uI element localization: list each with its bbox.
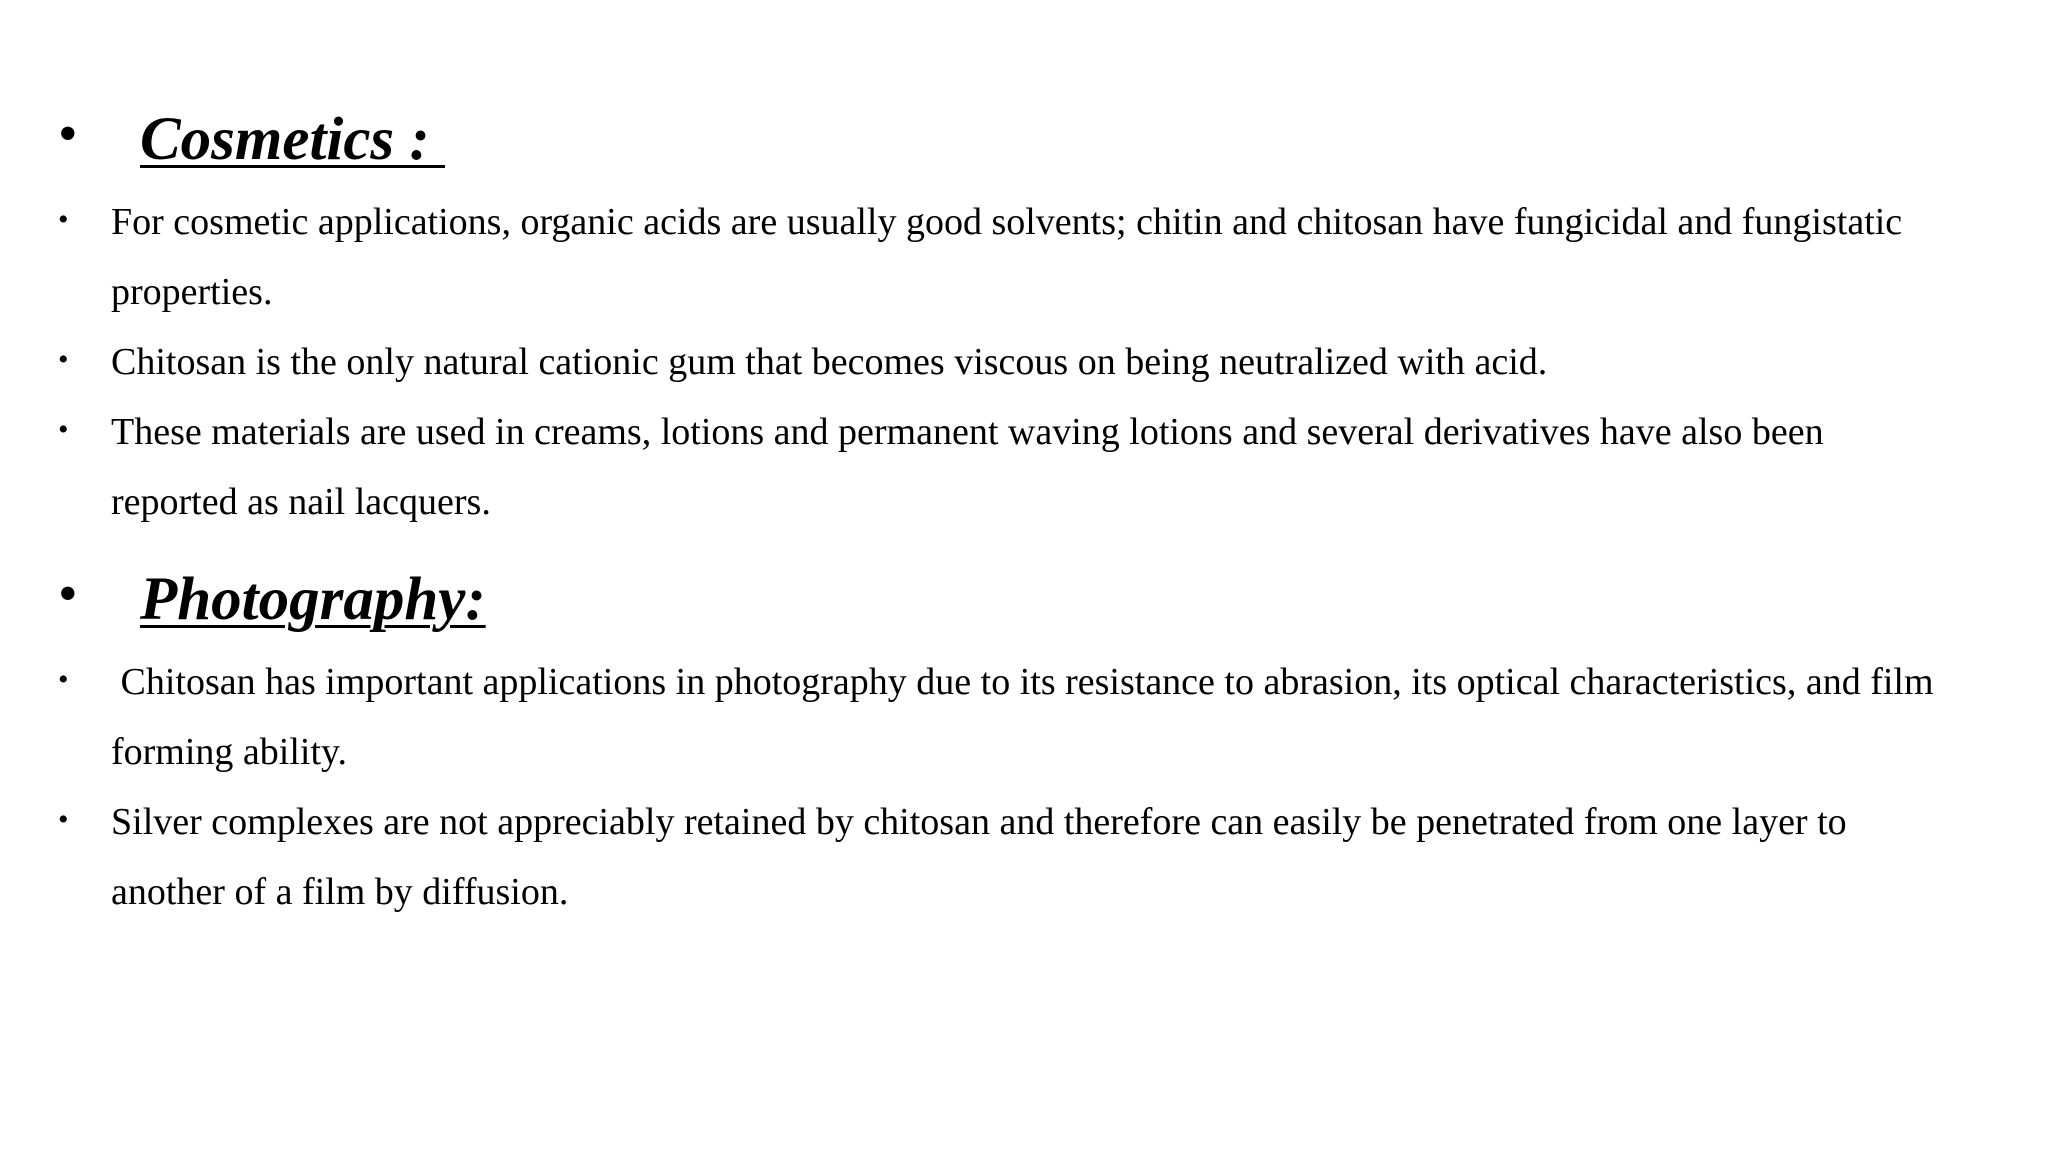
list-item-line: forming ability. xyxy=(111,731,348,773)
list-item-line: Silver complexes are not appreciably retained by chitosan and therefore can easily be penetrated from one layer to xyxy=(111,801,1847,843)
section-title: Photography: xyxy=(140,566,486,633)
list-item-line: another of a film by diffusion. xyxy=(111,871,569,913)
list-item-line: These materials are used in creams, lotions and permanent waving lotions and several derivatives have also been xyxy=(111,411,1824,453)
bullet-icon: • xyxy=(58,343,69,376)
bullet-icon: • xyxy=(58,663,69,696)
list-item-line: reported as nail lacquers. xyxy=(111,481,491,523)
section-heading-photography xyxy=(0,560,2048,640)
list-item-line: properties. xyxy=(111,271,273,313)
bullet-icon: • xyxy=(58,803,69,836)
section-title: Cosmetics : xyxy=(140,106,445,173)
bullet-icon: • xyxy=(58,203,69,236)
list-item-line: Chitosan is the only natural cationic gum that becomes viscous on being neutralized with acid. xyxy=(111,341,1548,383)
bullet-icon: • xyxy=(58,413,69,446)
bullet-icon: • xyxy=(58,103,78,165)
list-item-line: Chitosan has important applications in photography due to its resistance to abrasion, its optical characteristics, and film xyxy=(111,661,1934,703)
list-item-line: For cosmetic applications, organic acids are usually good solvents; chitin and chitosan have fungicidal and fungistatic xyxy=(111,201,1903,243)
section-heading-cosmetics xyxy=(0,100,2048,180)
bullet-icon: • xyxy=(58,563,78,625)
